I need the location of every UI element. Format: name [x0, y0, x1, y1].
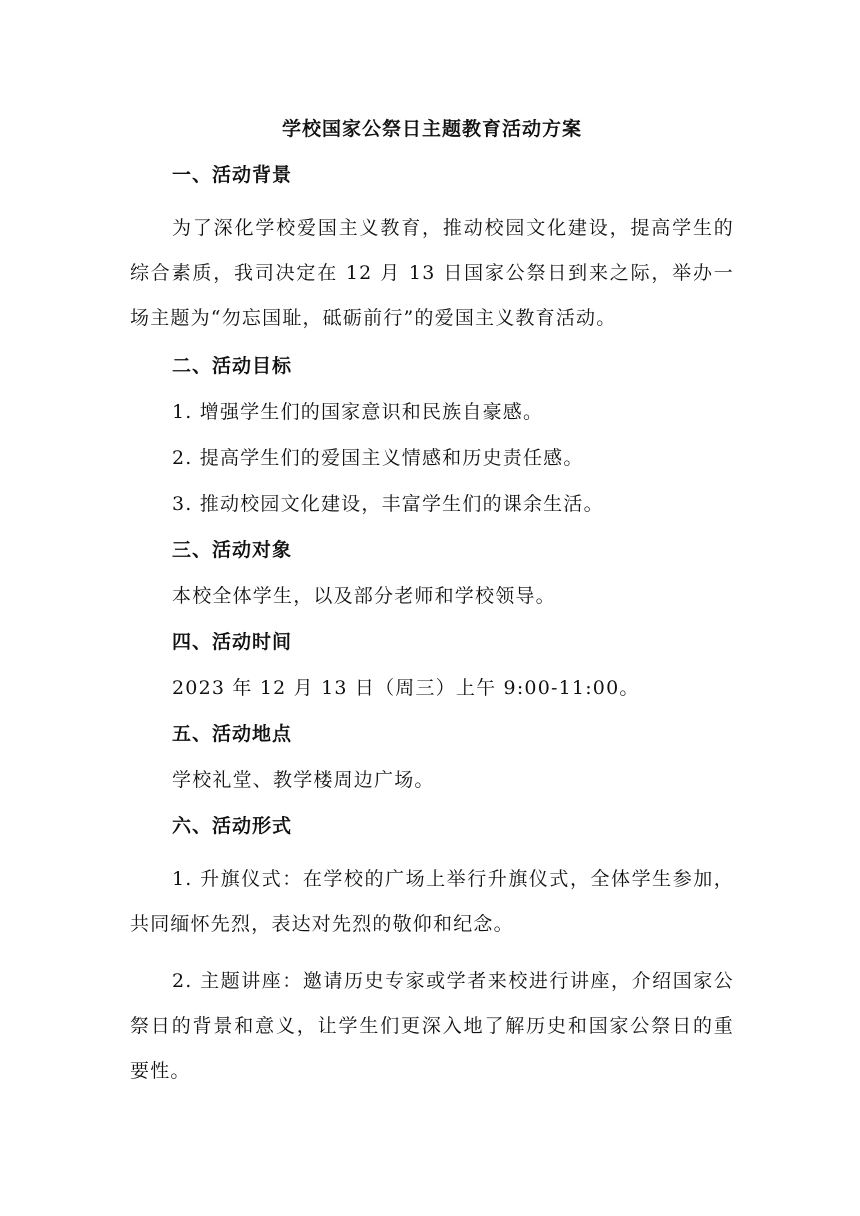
goal-item-3: 3. 推动校园文化建设，丰富学生们的课余生活。 [172, 493, 604, 515]
section-heading-format: 六、活动形式 [172, 815, 293, 837]
format-item-2: 2. 主题讲座：邀请历史专家或学者来校进行讲座，介绍国家公祭日的背景和意义，让学生们更深入地了解历史和国家公祭日的重要性。 [130, 970, 734, 1082]
time-paragraph: 2023 年 12 月 13 日（周三）上午 9:00-11:00。 [172, 677, 640, 699]
goal-item-1: 1. 增强学生们的国家意识和民族自豪感。 [172, 401, 544, 423]
document-page [130, 114, 734, 1096]
section-heading-goals: 二、活动目标 [172, 355, 293, 377]
section-heading-background: 一、活动背景 [172, 164, 293, 186]
location-paragraph: 学校礼堂、教学楼周边广场。 [172, 769, 435, 791]
audience-paragraph: 本校全体学生，以及部分老师和学校领导。 [172, 585, 556, 607]
section-heading-audience: 三、活动对象 [172, 539, 293, 561]
background-paragraph: 为了深化学校爱国主义教育，推动校园文化建设，提高学生的综合素质，我司决定在 12 月 13 日国家公祭日到来之际，举办一场主题为“勿忘国耻，砥砺前行”的爱国主义教育活动。 [130, 217, 734, 329]
section-heading-time: 四、活动时间 [172, 631, 293, 653]
section-heading-location: 五、活动地点 [172, 723, 293, 745]
format-item-1: 1. 升旗仪式：在学校的广场上举行升旗仪式，全体学生参加，共同缅怀先烈，表达对先烈的敬仰和纪念。 [130, 868, 734, 935]
document-title: 学校国家公祭日主题教育活动方案 [281, 118, 582, 140]
goal-item-2: 2. 提高学生们的爱国主义情感和历史责任感。 [172, 447, 584, 469]
